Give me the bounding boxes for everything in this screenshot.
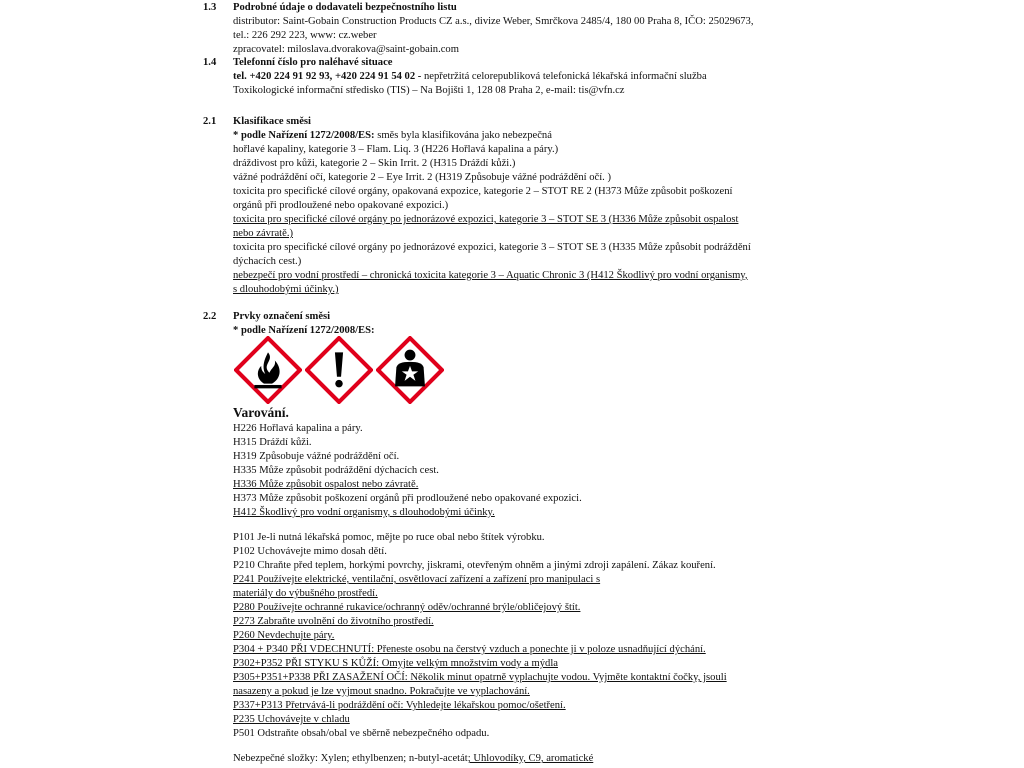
section-1-4	[233, 56, 707, 98]
text-line	[233, 129, 751, 143]
precautionary-statement: P273 Zabraňte uvolnění do životního prostředí.	[233, 616, 434, 627]
section-number-2-1: 2.1	[203, 116, 217, 127]
text-line	[233, 70, 707, 84]
classification-line: s dlouhodobými účinky.)	[233, 284, 339, 295]
exclamation-icon	[305, 336, 373, 404]
signal-word: Varování.	[233, 405, 289, 420]
hazardous-components	[233, 752, 727, 766]
precautionary-statement: P305+P351+P338 PŘI ZASAŽENÍ OČÍ: Několik minut opatrně vyplachujte vodou. Vyjměte kontaktní čočky, jsouli	[233, 672, 727, 683]
hazard-statement: H226 Hořlavá kapalina a páry.	[233, 423, 363, 434]
precautionary-statement: P280 Používejte ochranné rukavice/ochranný oděv/ochranné brýle/obličejový štít.	[233, 602, 581, 613]
phone-numbers: tel. +420 224 91 92 93, +420 224 91 54 02 -	[233, 71, 422, 82]
section-number-1-3: 1.3	[203, 2, 217, 13]
hazard-statement: H412 Škodlivý pro vodní organismy, s dlouhodobými účinky.	[233, 507, 495, 518]
flame-icon	[234, 336, 302, 404]
hazard-statement: H315 Dráždí kůži.	[233, 437, 312, 448]
classification-list	[233, 143, 751, 297]
classification-line: dýchacích cest.)	[233, 256, 302, 267]
precautionary-statement: P101 Je-li nutná lékařská pomoc, mějte po ruce obal nebo štítek výrobku.	[233, 532, 545, 543]
precautionary-statement: P235 Uchovávejte v chladu	[233, 714, 350, 725]
components-text: Nebezpečné složky: Xylen; ethylbenzen; n-butyl-acetát	[233, 753, 468, 764]
phone-description: nepřetržitá celorepubliková telefonická lékařská informační služba	[421, 71, 707, 82]
pictogram-row	[234, 336, 444, 406]
text-line: tel.: 226 292 223, www: cz.weber	[233, 30, 377, 41]
section-title: Prvky označení směsi	[233, 311, 331, 322]
classification-line: vážné podráždění očí, kategorie 2 – Eye Irrit. 2 (H319 Způsobuje vážné podráždění očí. )	[233, 172, 611, 183]
regulation-label: * podle Nařízení 1272/2008/ES:	[233, 325, 375, 336]
text-line: Toxikologické informační středisko (TIS) – Na Bojišti 1, 128 08 Praha 2, e-mail: tis@vfn.cz	[233, 85, 625, 96]
hazard-statement: H335 Může způsobit podráždění dýchacích cest.	[233, 465, 439, 476]
section-2-2-header	[233, 310, 375, 338]
precautionary-statement: P210 Chraňte před teplem, horkými povrchy, jiskrami, otevřeným ohněm a jinými zdroji zapálení. Zákaz kouření.	[233, 560, 716, 571]
classification-line: toxicita pro specifické cílové orgány, opakovaná expozice, kategorie 2 – STOT RE 2 (H373 Může způsobit poškození	[233, 186, 733, 197]
text-line: zpracovatel: miloslava.dvorakova@saint-gobain.com	[233, 44, 459, 55]
precautionary-statement: P102 Uchovávejte mimo dosah dětí.	[233, 546, 387, 557]
precautionary-statement: P304 + P340 PŘI VDECHNUTÍ: Přeneste osobu na čerstvý vzduch a ponechte ji v poloze usnadňující dýchání.	[233, 644, 706, 655]
section-number-2-2: 2.2	[203, 311, 217, 322]
regulation-label: * podle Nařízení 1272/2008/ES:	[233, 130, 375, 141]
precautionary-statement: P260 Nevdechujte páry.	[233, 630, 335, 641]
hazard-statements	[233, 422, 727, 520]
section-2-1	[233, 115, 751, 297]
classification-line: dráždivost pro kůži, kategorie 2 – Skin Irrit. 2 (H315 Dráždí kůži.)	[233, 158, 516, 169]
classification-line: orgánů při prodloužené nebo opakované expozici.)	[233, 200, 449, 211]
classification-line: nebo závratě.)	[233, 228, 293, 239]
classification-line: hořlavé kapaliny, kategorie 3 – Flam. Liq. 3 (H226 Hořlavá kapalina a páry.)	[233, 144, 559, 155]
text-line: distributor: Saint-Gobain Construction Products CZ a.s., divize Weber, Smrčkova 2485/4, 180 00 Praha 8, IČO: 25029673,	[233, 16, 754, 27]
section-2-2-statements	[233, 404, 727, 766]
regulation-text: směs byla klasifikována jako nebezpečná	[374, 130, 552, 141]
components-underlined: ; Uhlovodíky, C9, aromatické	[467, 753, 594, 764]
section-title: Telefonní číslo pro naléhavé situace	[233, 57, 393, 68]
classification-line: nebezpečí pro vodní prostředí – chronická toxicita kategorie 3 – Aquatic Chronic 3 (H412 Škodlivý pro vodní organismy,	[233, 270, 748, 281]
precautionary-statement: P241 Používejte elektrické, ventilační, osvětlovací zařízení a zařízení pro manipulaci s	[233, 574, 601, 585]
precautionary-statement: P302+P352 PŘI STYKU S KŮŽÍ: Omyjte velkým množstvím vody a mýdla	[233, 658, 558, 669]
hazard-statement: H336 Může způsobit ospalost nebo závratě.	[233, 479, 419, 490]
precautionary-statement: P501 Odstraňte obsah/obal ve sběrně nebezpečného odpadu.	[233, 728, 490, 739]
health-hazard-icon	[376, 336, 444, 404]
classification-line: toxicita pro specifické cílové orgány po jednorázové expozici, kategorie 3 – STOT SE 3 (H336 Může způsobit ospalost	[233, 214, 739, 225]
section-number-1-4: 1.4	[203, 57, 217, 68]
section-title: Podrobné údaje o dodavateli bezpečnostního listu	[233, 2, 457, 13]
precautionary-statement: P337+P313 Přetrvává-li podráždění očí: Vyhledejte lékařskou pomoc/ošetření.	[233, 700, 566, 711]
precautionary-statement: nasazeny a pokud je lze vyjmout snadno. Pokračujte ve vyplachování.	[233, 686, 530, 697]
section-1-3	[233, 1, 754, 57]
hazard-statement: H373 Může způsobit poškození orgánů při prodloužené nebo opakované expozici.	[233, 493, 582, 504]
precautionary-statement: materiály do výbušného prostředí.	[233, 588, 378, 599]
hazard-statement: H319 Způsobuje vážné podráždění očí.	[233, 451, 400, 462]
section-title: Klasifikace směsi	[233, 116, 311, 127]
classification-line: toxicita pro specifické cílové orgány po jednorázové expozici, kategorie 3 – STOT SE 3 (H335 Může způsobit podráždění	[233, 242, 751, 253]
precautionary-statements	[233, 531, 727, 741]
